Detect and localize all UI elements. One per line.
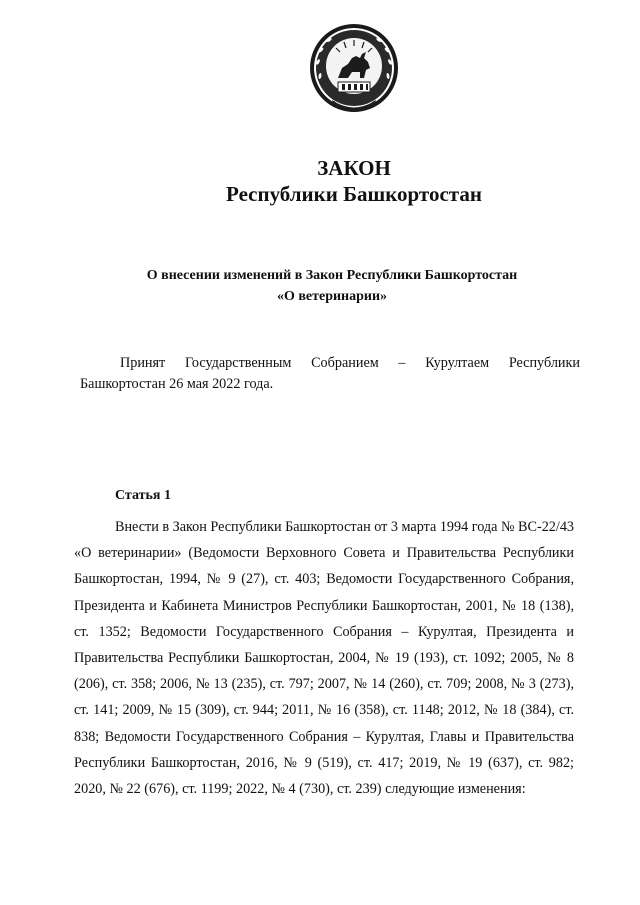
article-1-body: Внести в Закон Республики Башкортостан от 3 марта 1994 года № ВС-22/43 «О ветеринарии» (Ведомости Верховного Совета и Правительства Республики Башкортостан, 1994, № 9 (27), ст. 403; Ведомости Государственного Собрания, Президента и Кабинета Министров Республики Башкортостан, 2001, № 18 (138), ст. 1352; Ведомости Государственного Собрания – Курултая, Президента и Правительства Республики Башкортостан, 2004, № 19 (193), ст. 1092; 2005, № 8 (206), ст. 358; 2006, № 13 (235), ст. 797; 2007, № 14 (260), ст. 709; 2008, № 3 (273), ст. 141; 2009, № 15 (309), ст. 944; 2011, № 16 (358), ст. 1148; 2012, № 18 (384), ст. 838; Ведомости Государственного Собрания – Курултая, Главы и Правительства Республики Башкортостан, 2016, № 9 (519), ст. 417; 2019, № 19 (637), ст. 982; 2020, № 22 (676), ст. 1199; 2022, № 4 (730), ст. 239) следующие изменения: (74, 519, 575, 798)
subject-line-2: «О ветеринарии» (276, 289, 388, 304)
title-law: ЗАКОН (317, 156, 391, 180)
law-subject (80, 265, 584, 307)
adoption-statement: Принят Государственным Собранием – Курултаем Республики Башкортостан 26 мая 2022 года. (80, 355, 580, 392)
law-title (0, 155, 640, 207)
subject-line-1: О внесении изменений в Закон Республики Башкортостан (146, 268, 518, 283)
coat-of-arms-bashkortostan-icon (304, 22, 404, 118)
title-republic: Республики Башкортостан (226, 182, 482, 206)
article-1-heading: Статья 1 (115, 488, 171, 503)
